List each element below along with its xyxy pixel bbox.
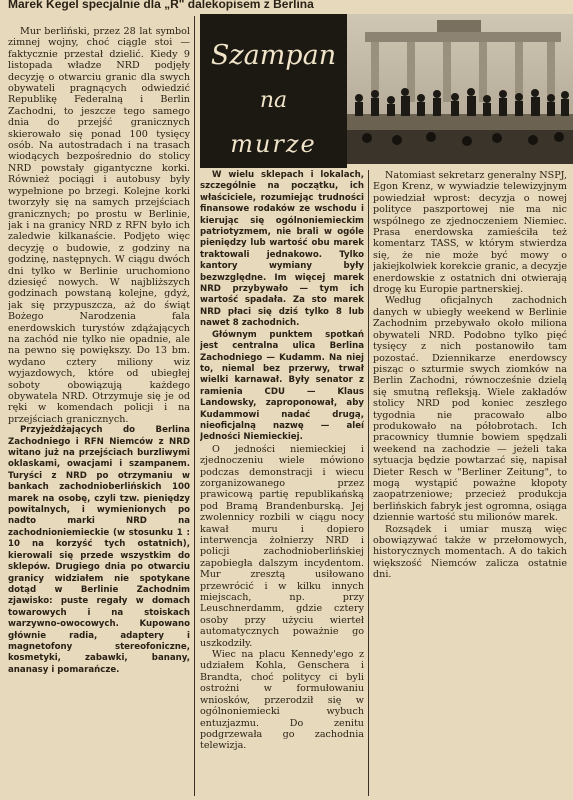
column-2	[200, 170, 364, 796]
byline: Marek Kegel specjalnie dla „R" dalekopisem z Berlina	[8, 0, 314, 11]
col1-paragraph: Mur berliński, przez 28 lat symbol zimnej wojny, choć ciągle stoi — faktycznie przestał dzielić. Kiedy 9 listopada władze NRD podjęły decyzję o otwarciu granic dla swych obywateli pragnących odwiedzić Republikę Federalną i Berlin Zachodni, to jeszcze tego samego dnia do przejść granicznych skierowało się ponad 100 tysięcy osób. Na autostradach i na trasach wiodących bezpośrednio do stolicy NRD powstały gigantyczne korki. Również pociągi i autobusy były wypełnione po brzegi. Kolejne korki tworzyły się na samych przejściach granicznych; po prostu w Berlinie, jak i na granicy NRD z RFN było ich zaledwie kilkanaście. Podjęto więc decyzję o budowie, z godziny na godzinę, następnych. W ciągu dwóch dni tylko w Berlinie uruchomiono dziesięć nowych. W najbliższych godzinach powstaną kolejne, gdyż, jak się przypuszcza, aż do świąt Bożego Narodzenia fala enerdowskich turystów zdążających na zachód nie tylko nie opadnie, ale na pewno się powiększy. Do 13 bm. wydano cztery miliony wiz wyjazdowych, które od ubiegłej soboty obowiązują każdego obywatela NRD. Otrzymuje się je od ręki w komendach policji i na przejściach granicznych.	[8, 26, 190, 425]
col2-paragraph: Wiec na placu Kennedy'ego z udziałem Kohla, Genschera i Brandta, choć politycy ci byli ostrożni w formułowaniu wniosków, przerodził się w ogólnoniemiecki wybuch entuzjazmu. Do zenitu podgrzewała go zachodnia telewizja.	[200, 649, 364, 752]
col2-paragraph: O jedności niemieckiej i zjednoczeniu wiele mówiono podczas demonstracji i wiecu zorganizowanego przez prawicową partię republikańską pod Bramą Brandenburską. Jej zwolennicy rozbili w ciągu nocy kawał muru i dopiero interwencja żołnierzy NRD i policji zachodnioberlińskiej zapobiegła dalszym incydentom. Mur zresztą usiłowano przewrócić i w kilku innych miejscach, np. przy Leuschnerdamm, gdzie cztery osoby przy użyciu wierteł automatycznych poważnie go uszkodziły.	[200, 443, 364, 649]
headline-word-2: na	[259, 88, 288, 113]
col2-bold-paragraph: W wielu sklepach i lokalach, szczególnie na początku, ich właściciele, rozumiejąc trudności finansowe rodaków ze wschodu i kierując się ogólnoniemieckim patriotyzmem, nie brali w ogóle pieniędzy lub wartość obu marek traktowali jednakowo. Tylko kantory wymiany były bezwzględne. Im więcej marek NRD przybywało — tym ich wartość spadała. Za sto marek NRD płaci się dziś tylko 8 lub nawet 8 zachodnich.	[200, 170, 364, 329]
col3-paragraph: Natomiast sekretarz generalny NSPJ, Egon Krenz, w wywiadzie telewizyjnym powiedział wprost: decyzja o nowej polityce paszportowej nie ma nic wspólnego ze zjednoczeniem Niemiec. Prasa enerdowska zamieściła też komentarz TASS, w którym stwierdza się, że nie może być mowy o jakiejkolwiek korekcie granic, a decyzje enerdowskie z ostatnich dni otwierają drogę ku Europie partnerskiej.	[373, 170, 567, 296]
column-rule	[368, 170, 369, 796]
col3-paragraph: Według oficjalnych zachodnich danych w ubiegły weekend w Berlinie Zachodnim przebywało około miliona obywateli NRD. Podobno tylko pięć tysięcy z nich postanowiło tam pozostać. Dziennikarze enerdowscy pisząc o szturmie swych ziomków na Berlin Zachodni, równocześnie dzielą się smutną refleksją. Wiele zakładów stolicy NRD pod koniec zeszłego tygodnia nie pracowało albo produkowało na półobrotach. Ich pracownicy tłumnie bowiem spędzali weekend na zachodzie — jeżeli taka sytuacja będzie powtarzać się, napisał Dieter Resch w "Berliner Zeitung", to mogą wystąpić poważne kłopoty zaopatrzeniowe; przecież produkcja berlińskich fabryk jest ogromna, osiąga dziennie wartość stu milionów marek.	[373, 295, 567, 524]
column-rule	[194, 16, 195, 796]
photo-graphic	[347, 14, 573, 164]
column-3	[373, 170, 567, 796]
col1-bold-paragraph: Przyjeżdżających do Berlina Zachodniego i RFN Niemców z NRD witano już na przejściach burzliwymi oklaskami, owacjami i szampanem. Turyści z NRD po otrzymaniu w bankach zachodnioberlińskich 100 marek na osobę, czyli tzw. pieniędzy powitalnych, i wymienionych po nadto marki NRD na zachodnioniemieckie (w stosunku 1 : 10 na korzyść tych ostatnich), kierowali się przede wszystkim do sklepów. Drugiego dnia po otwarciu granicy widziałem nie spotykane dotąd w Berlinie Zachodnim zjawisko: puste regały w domach towarowych i na stoiskach warzywno-owocowych. Kupowano głównie radia, adaptery i magnetofony stereofoniczne, kosmetyki, zabawki, banany, ananasy i pomarańcze.	[8, 425, 190, 675]
header-strip	[0, 0, 573, 14]
berlin-wall-crowd-photo-icon	[347, 14, 573, 164]
headline-block	[200, 14, 347, 168]
headline-word-3: murze	[230, 130, 317, 158]
col2-bold-paragraph: Głównym punktem spotkań jest centralna ulica Berlina Zachodniego — Kudamm. Na niej to, niemal bez przerwy, trwał wielki karnawał. Były senator z ramienia CDU — Klaus Landowsky, zaproponował, aby Kudammowi nadać drugą, nieoficjalną nazwę — aleí Jedności Niemieckiej.	[200, 329, 364, 443]
headline-word-1: Szampan	[210, 40, 337, 71]
col3-paragraph: Rozsądek i umiar muszą więc obowiązywać także w przełomowych, historycznych momentach. A do takich większość Niemców zalicza ostatnie dni.	[373, 523, 567, 581]
column-1	[8, 26, 190, 796]
